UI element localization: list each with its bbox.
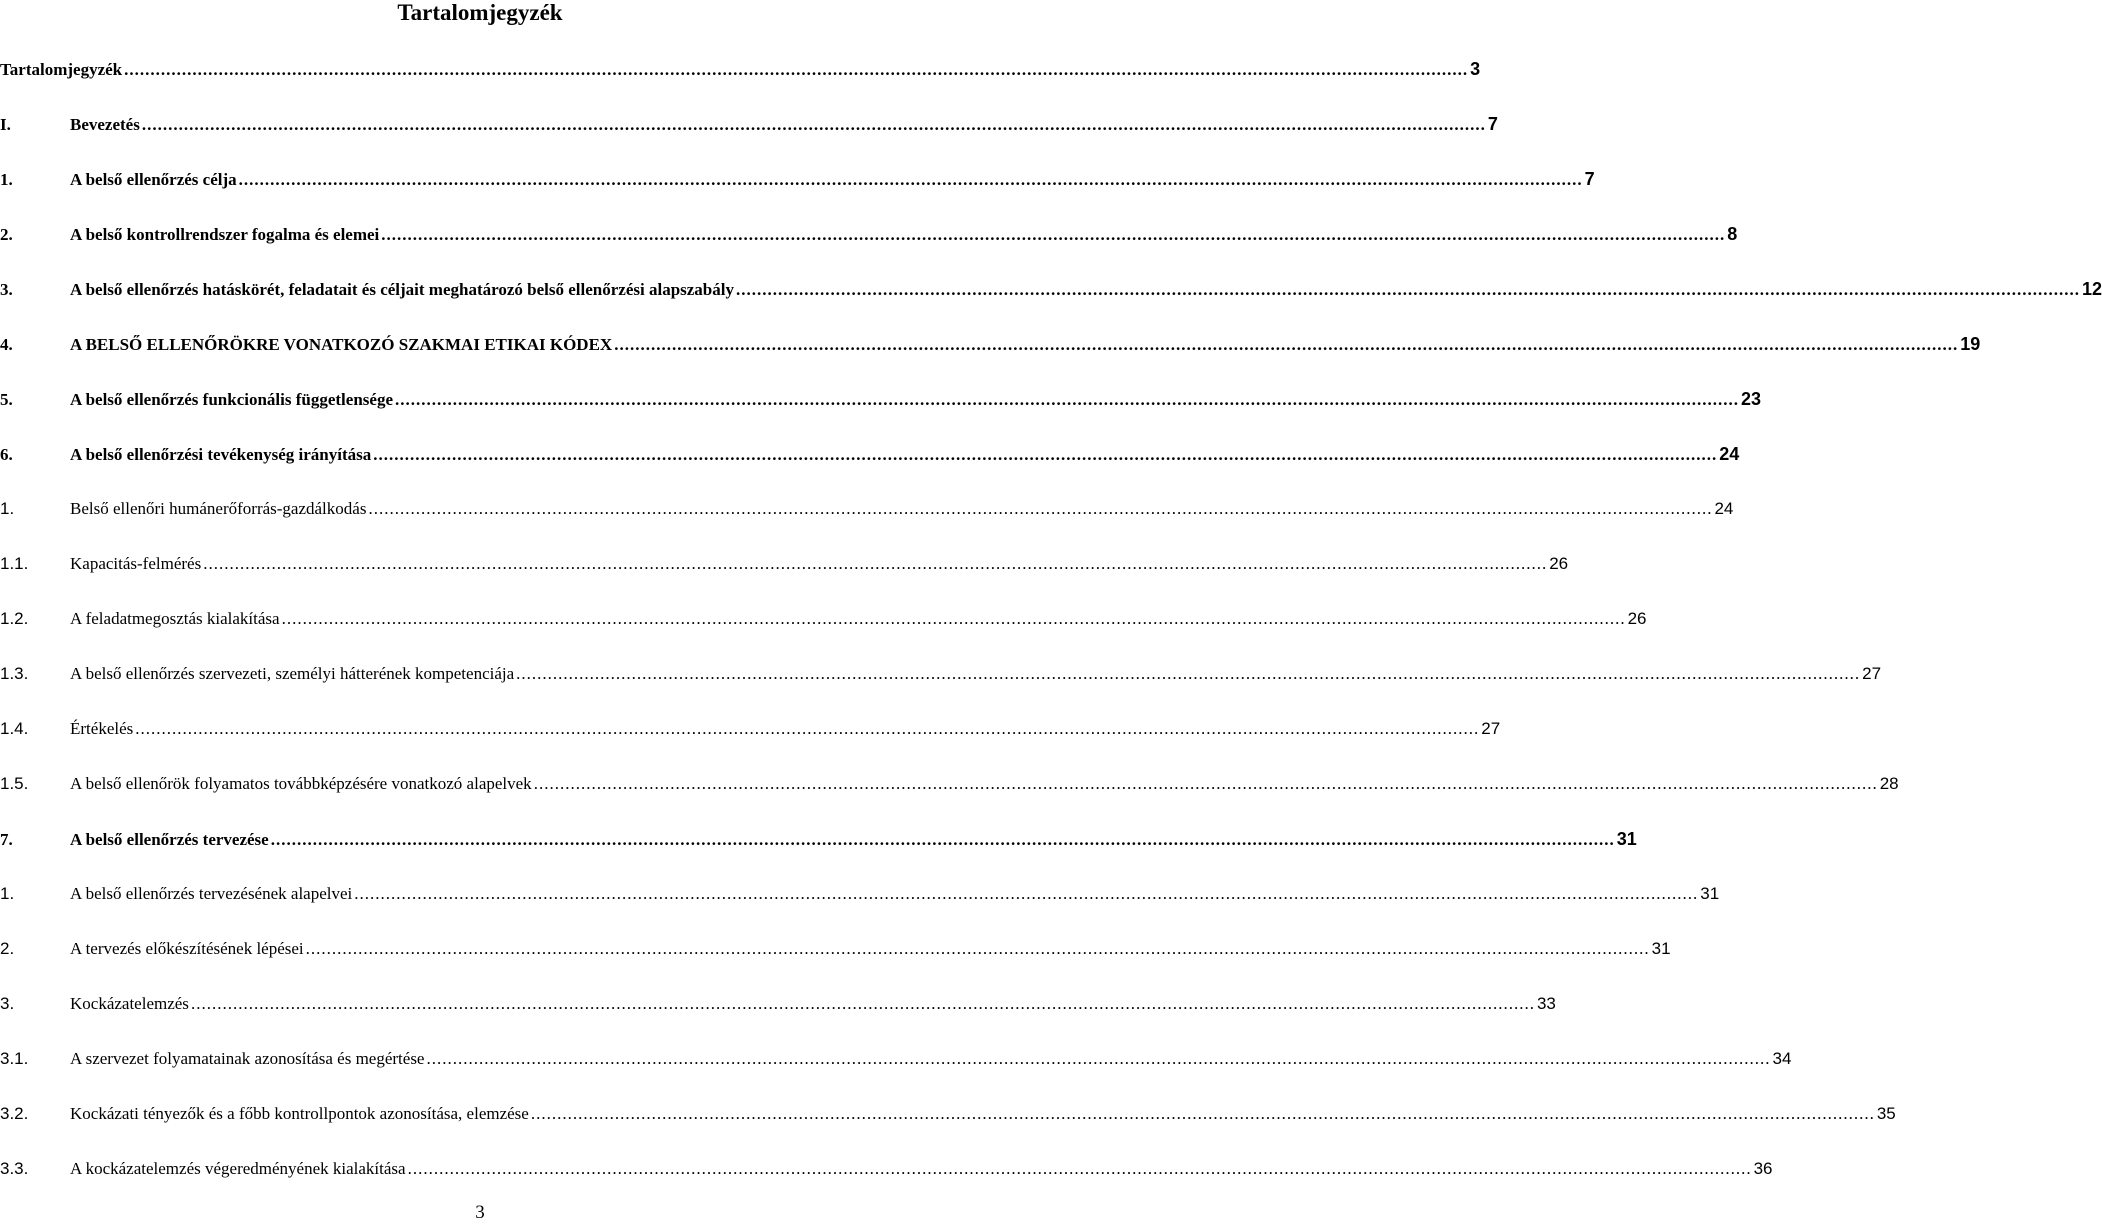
toc-entry-title: A belső ellenőrzés tervezésének alapelvei — [70, 884, 353, 903]
toc-entry-number: 1.4. — [0, 719, 29, 738]
toc-entry-title: A feladatmegosztás kialakítása — [70, 609, 280, 628]
toc-entry-title: Kapacitás-felmérés — [70, 554, 202, 573]
toc-entry-page: 28 — [1879, 774, 1899, 793]
toc-entry-page: 26 — [1549, 554, 1569, 573]
toc-entry[interactable] — [0, 276, 2102, 302]
toc-entry-number: 4. — [0, 335, 13, 354]
toc-dot-leader — [736, 277, 2080, 303]
toc-entry[interactable] — [0, 826, 1637, 852]
toc-dot-leader — [142, 112, 1486, 138]
toc-entry-page: 3 — [1470, 59, 1481, 79]
toc-entry-number: 2. — [0, 225, 13, 244]
toc-entry-title: Kockázati tényezők és a főbb kontrollpontok azonosítása, elemzése — [70, 1104, 529, 1123]
toc-entry-number: 6. — [0, 445, 13, 464]
toc-entry-page: 19 — [1960, 334, 1981, 354]
toc-entry-title: Kockázatelemzés — [70, 994, 189, 1013]
toc-entry-page: 24 — [1714, 499, 1734, 518]
toc-dot-leader — [395, 387, 1739, 413]
toc-entry[interactable] — [0, 881, 1720, 907]
toc-entry[interactable] — [0, 441, 1740, 467]
page-number: 3 — [475, 1202, 485, 1223]
toc-entry-number: 5. — [0, 390, 13, 409]
toc-entry-page: 31 — [1616, 829, 1637, 849]
toc-entry[interactable] — [0, 1101, 1896, 1127]
toc-dot-leader — [354, 881, 1698, 907]
toc-entry[interactable] — [0, 661, 1882, 687]
toc-dot-leader — [271, 827, 1615, 853]
toc-dot-leader — [239, 167, 1583, 193]
toc-entry-page: 31 — [1700, 884, 1720, 903]
toc-entry-page: 23 — [1740, 389, 1762, 409]
toc-entry-title: A kockázatelemzés végeredményének kialakítása — [70, 1159, 406, 1178]
toc-entry-page: 27 — [1481, 719, 1501, 738]
toc-entry-page: 12 — [2082, 279, 2102, 299]
toc-entry-number: 1.5. — [0, 774, 29, 793]
toc-dot-leader — [614, 332, 1958, 358]
toc-entry-title: Bevezetés — [70, 115, 140, 134]
toc-dot-leader — [191, 991, 1535, 1017]
toc-entry-title: Értékelés — [70, 719, 134, 738]
toc-entry-title: A szervezet folyamatainak azonosítása és megértése — [70, 1049, 425, 1068]
toc-entry-title: A tervezés előkészítésének lépései — [70, 939, 304, 958]
toc-dot-leader — [381, 222, 1725, 248]
toc-entry-title: A belső kontrollrendszer fogalma és elemei — [70, 225, 380, 244]
toc-entry-page: 7 — [1487, 114, 1498, 134]
toc-entry[interactable] — [0, 56, 1481, 82]
toc-entry[interactable] — [0, 551, 1569, 577]
toc-dot-leader — [135, 716, 1479, 742]
toc-entry[interactable] — [0, 1046, 1792, 1072]
toc-entry-number: 1. — [0, 884, 15, 903]
toc-entry-number: I. — [0, 115, 11, 134]
toc-entry[interactable] — [0, 716, 1501, 742]
toc-entry-number: 1.1. — [0, 554, 29, 573]
toc-dot-leader — [203, 551, 1547, 577]
toc-dot-leader — [534, 771, 1878, 797]
toc-entry-page: 8 — [1727, 224, 1738, 244]
toc-entry-page: 35 — [1876, 1104, 1896, 1123]
toc-entry-number: 3.3. — [0, 1159, 29, 1178]
toc-entry-title: Tartalomjegyzék — [0, 60, 123, 79]
toc-entry[interactable] — [0, 606, 1647, 632]
toc-entry[interactable] — [0, 166, 1595, 192]
toc-entry-title: A belső ellenőrzési tevékenység irányítása — [70, 445, 372, 464]
page-title: Tartalomjegyzék — [397, 0, 563, 25]
toc-dot-leader — [368, 496, 1712, 522]
toc-entry-number: 3. — [0, 994, 15, 1013]
toc-dot-leader — [426, 1046, 1770, 1072]
toc-entry-number: 7. — [0, 830, 13, 849]
toc-entry-number: 1.2. — [0, 609, 29, 628]
toc-entry-title: A belső ellenőrzés funkcionális függetlensége — [70, 390, 393, 409]
toc-entry-number: 3. — [0, 280, 13, 299]
toc-entry-number: 1.3. — [0, 664, 29, 683]
toc-entry[interactable] — [0, 331, 1981, 357]
toc-entry-number: 1. — [0, 170, 13, 189]
toc-entry-number: 2. — [0, 939, 15, 958]
toc-entry[interactable] — [0, 386, 1762, 412]
toc-dot-leader — [516, 661, 1860, 687]
toc-dot-leader — [408, 1156, 1752, 1182]
toc-entry-title: A belső ellenőrzés tervezése — [70, 830, 269, 849]
toc-entry-title: A belső ellenőrzés szervezeti, személyi hátterének kompetenciája — [70, 664, 515, 683]
toc-entry-number: 3.2. — [0, 1104, 29, 1123]
toc-dot-leader — [282, 606, 1626, 632]
toc-entry-number: 3.1. — [0, 1049, 29, 1068]
toc-entry-title: Belső ellenőri humánerőforrás-gazdálkodás — [70, 499, 367, 518]
toc-entry-title: A belső ellenőrzés hatáskörét, feladatait és céljait meghatározó belső ellenőrzési alapszabály — [70, 280, 734, 299]
toc-dot-leader — [124, 57, 1468, 83]
toc-entry-title: A BELSŐ ELLENŐRÖKRE VONATKOZÓ SZAKMAI ETIKAI KÓDEX — [70, 335, 613, 354]
toc-entry-title: A belső ellenőrök folyamatos továbbképzésére vonatkozó alapelvek — [70, 774, 532, 793]
toc-dot-leader — [531, 1101, 1875, 1127]
toc-entry-page: 24 — [1719, 444, 1740, 464]
toc-entry[interactable] — [0, 1156, 1773, 1182]
toc-entry-page: 34 — [1772, 1049, 1792, 1068]
toc-dot-leader — [306, 936, 1650, 962]
toc-entry-page: 26 — [1627, 609, 1647, 628]
toc-entry-page: 31 — [1651, 939, 1671, 958]
toc-entry-title: A belső ellenőrzés célja — [70, 170, 237, 189]
toc-dot-leader — [373, 442, 1717, 468]
toc-entry[interactable] — [0, 771, 1899, 797]
toc-entry-page: 27 — [1862, 664, 1882, 683]
toc-entry[interactable] — [0, 111, 1498, 137]
toc-entry-page: 33 — [1536, 994, 1556, 1013]
toc-entry[interactable] — [0, 991, 1556, 1017]
toc-entry-page: 36 — [1753, 1159, 1773, 1178]
toc-entry-page: 7 — [1584, 169, 1595, 189]
toc-entry[interactable] — [0, 936, 1671, 962]
toc-entry[interactable] — [0, 221, 1738, 247]
toc-entry[interactable] — [0, 496, 1734, 522]
toc-entry-number: 1. — [0, 499, 15, 518]
